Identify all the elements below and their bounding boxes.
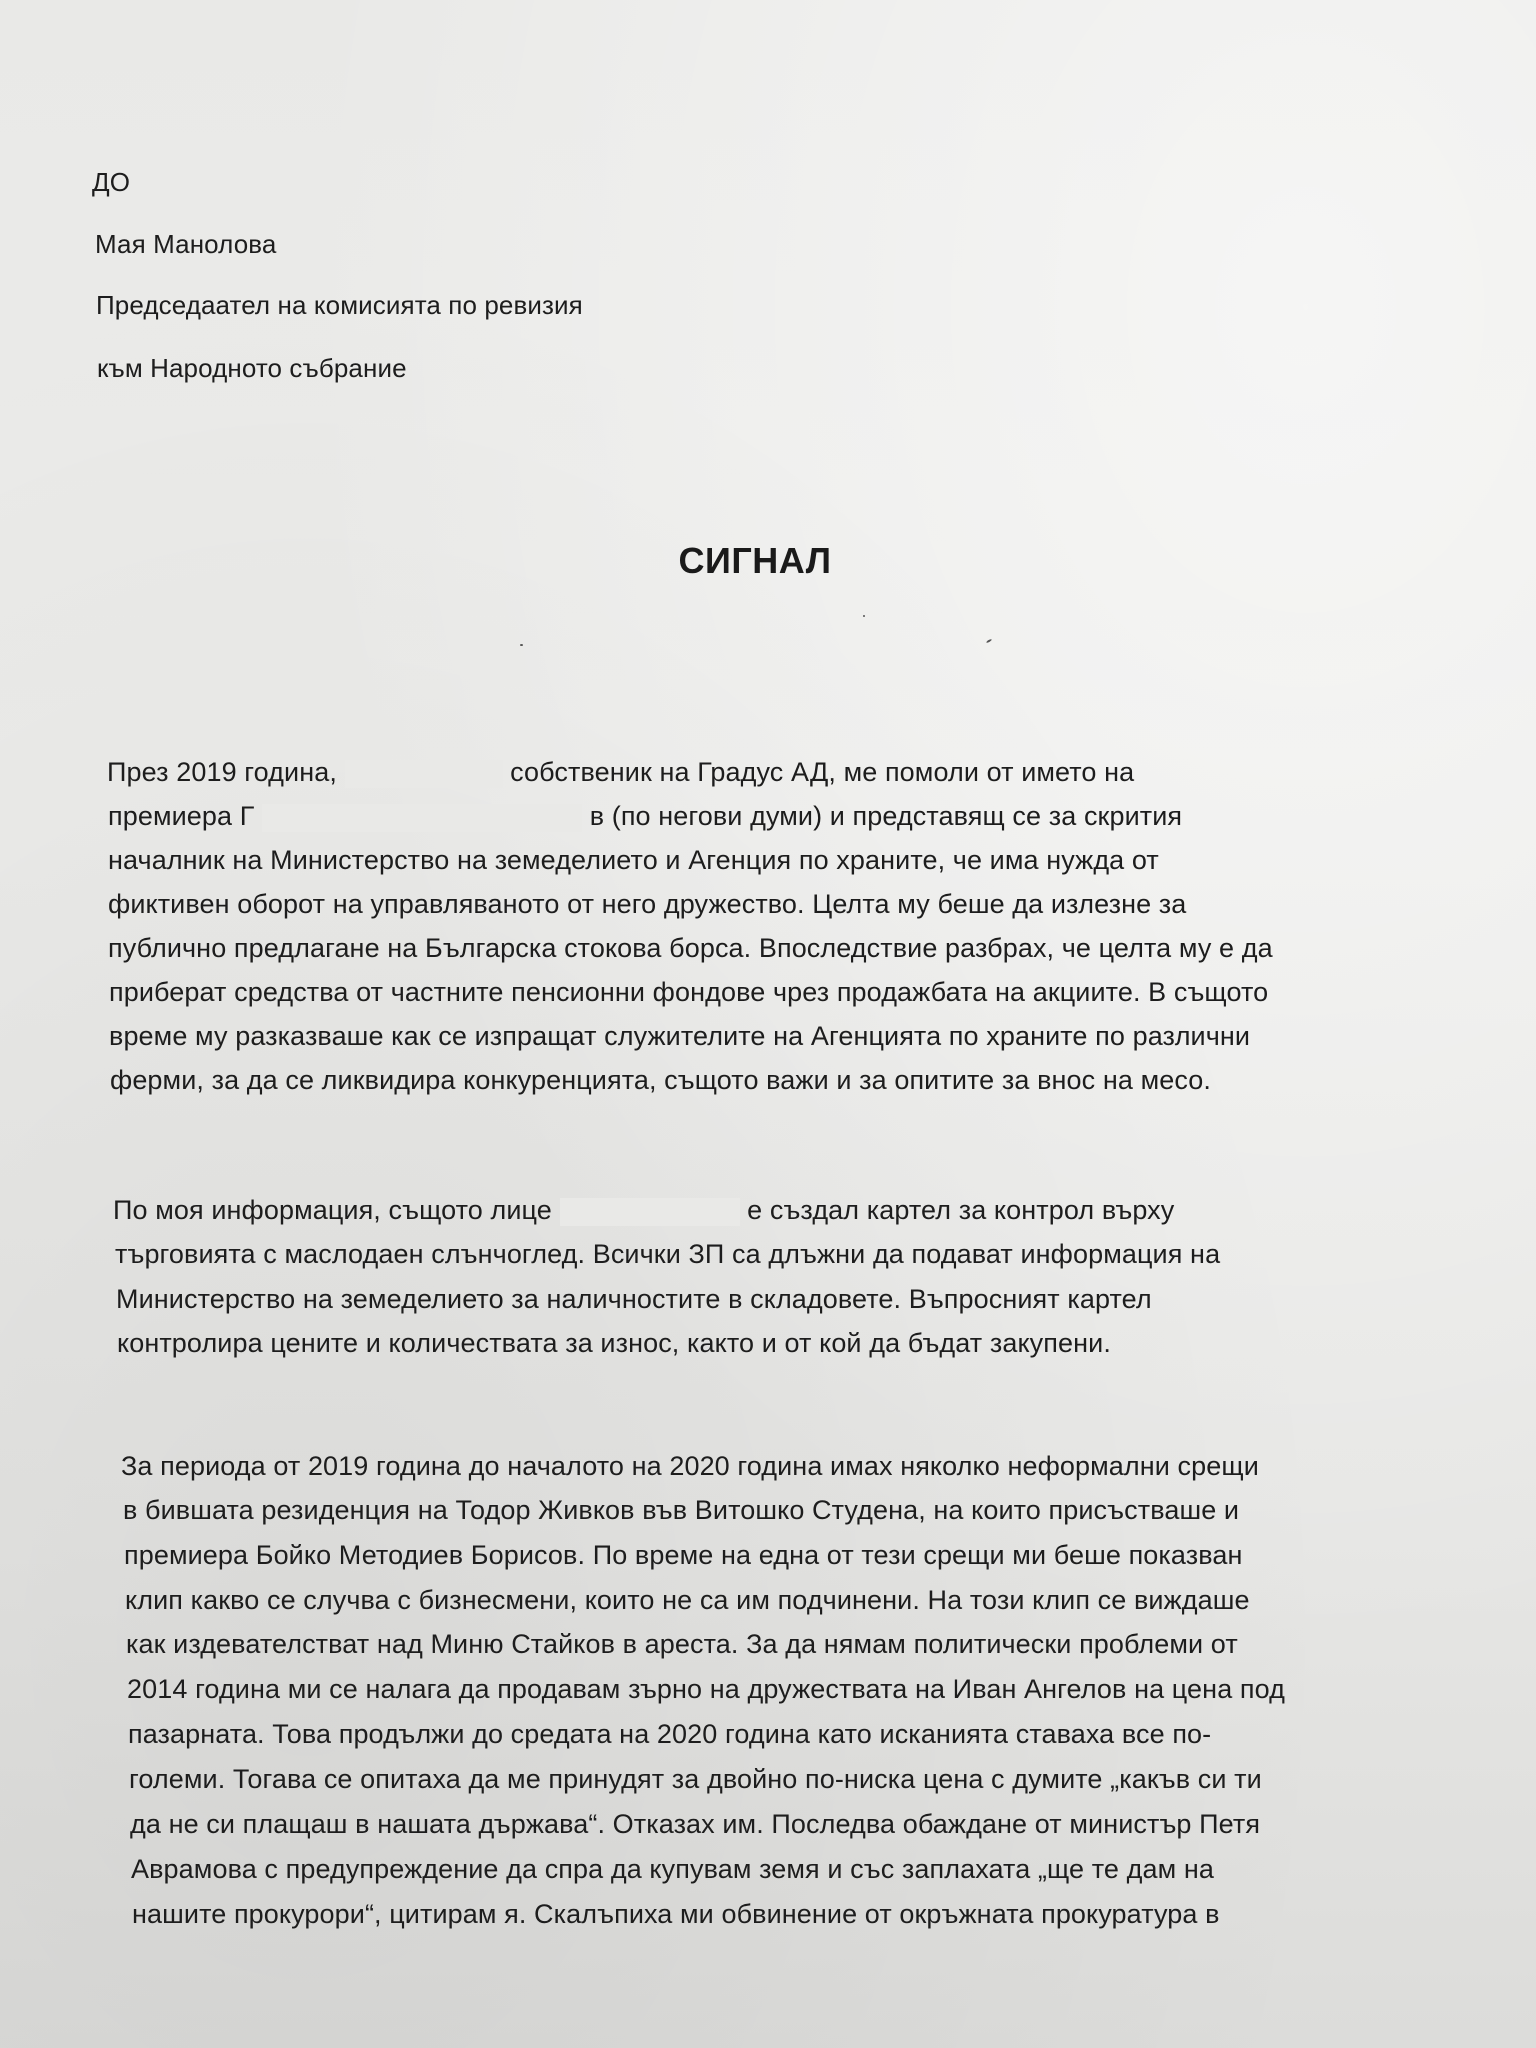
- addressee-name: Мая Манолова: [95, 229, 277, 259]
- p3-line-8: големи. Тогава се опитаха да ме принудят за двойно по-ниска цена с думите „какъв си ти: [129, 1764, 1262, 1794]
- addressee-institution: към Народното събрание: [97, 353, 407, 383]
- p1-line-1-end: собственик на Градус АД, ме помоли от името на: [510, 757, 1135, 787]
- p3-line-11: нашите прокурори“, цитирам я. Скалъпиха ми обвинение от окръжната прокуратура в: [132, 1899, 1220, 1929]
- document-title: СИГНАЛ: [678, 540, 832, 581]
- p1-line-2: [108, 800, 1182, 832]
- p1-line-1: [107, 756, 1134, 788]
- p1-line-8: ферми, за да се ликвидира конкуренцията, същото важи и за опитите за внос на месо.: [110, 1065, 1211, 1095]
- p3-line-9: да не си плащаш в нашата държава“. Отказах им. Последва обаждане от министър Петя: [130, 1809, 1261, 1839]
- p2-line-1-start: По моя информация, същото лице: [113, 1195, 552, 1225]
- p3-line-6: 2014 година ми се налага да продавам зърно на дружествата на Иван Ангелов на цена под: [127, 1674, 1286, 1704]
- redaction-mark: [345, 760, 503, 788]
- p3-line-7: пазарната. Това продължи до средата на 2020 година като исканията ставаха все по-: [128, 1719, 1212, 1749]
- p3-line-2: в бившата резиденция на Тодор Живков във Витошко Студена, на които присъстваше и: [123, 1495, 1240, 1525]
- p3-line-10: Аврамова с предупреждение да спра да купувам земя и със заплахата „ще те дам на: [131, 1854, 1214, 1884]
- p2-line-2: търговията с маслодаен слънчоглед. Всички ЗП са длъжни да подават информация на: [115, 1239, 1221, 1269]
- addressee-to: ДО: [92, 167, 131, 197]
- redaction-mark: [560, 1198, 740, 1226]
- p1-line-4: фиктивен оборот на управляваното от него дружество. Целта му беше да излезне за: [108, 889, 1187, 919]
- p1-line-2-start: премиера Г: [108, 801, 255, 831]
- p1-line-6: приберат средства от частните пенсионни фондове чрез продажбата на акциите. В същото: [109, 977, 1269, 1007]
- p2-line-4: контролира цените и количествата за износ, както и от кой да бъдат закупени.: [117, 1328, 1111, 1358]
- redaction-mark: [262, 804, 582, 832]
- p1-line-7: време му разказваше как се изпращат служителите на Агенцията по храните по различни: [109, 1021, 1251, 1051]
- addressee-position: Председаател на комисията по ревизия: [96, 290, 583, 320]
- p1-line-3: началник на Министерство на земеделието и Агенция по храните, че има нужда от: [108, 845, 1159, 875]
- paper-speck: [986, 639, 992, 644]
- p3-line-4: клип какво се случва с бизнесмени, които не са им подчинени. На този клип се виждаше: [125, 1585, 1250, 1615]
- p2-line-1: [113, 1194, 1174, 1226]
- p2-line-1-end: е създал картел за контрол върху: [747, 1195, 1175, 1225]
- paper-speck: [520, 644, 523, 646]
- paper-speck: [863, 615, 865, 617]
- p3-line-3: премиера Бойко Методиев Борисов. По време на една от тези срещи ми беше показван: [124, 1540, 1243, 1570]
- p1-line-1-start: През 2019 година,: [107, 757, 337, 787]
- p3-line-5: как издевателстват над Миню Стайков в ареста. За да нямам политически проблеми от: [126, 1629, 1238, 1659]
- p1-line-2-end: в (по негови думи) и представящ се за скрития: [589, 801, 1183, 831]
- p3-line-1: За периода от 2019 година до началото на 2020 година имах няколко неформални срещи: [121, 1451, 1259, 1481]
- p2-line-3: Министерство на земеделието за наличностите в складовете. Въпросният картел: [116, 1284, 1152, 1314]
- p1-line-5: публично предлагане на Българска стокова борса. Впоследствие разбрах, че целта му е да: [108, 933, 1273, 963]
